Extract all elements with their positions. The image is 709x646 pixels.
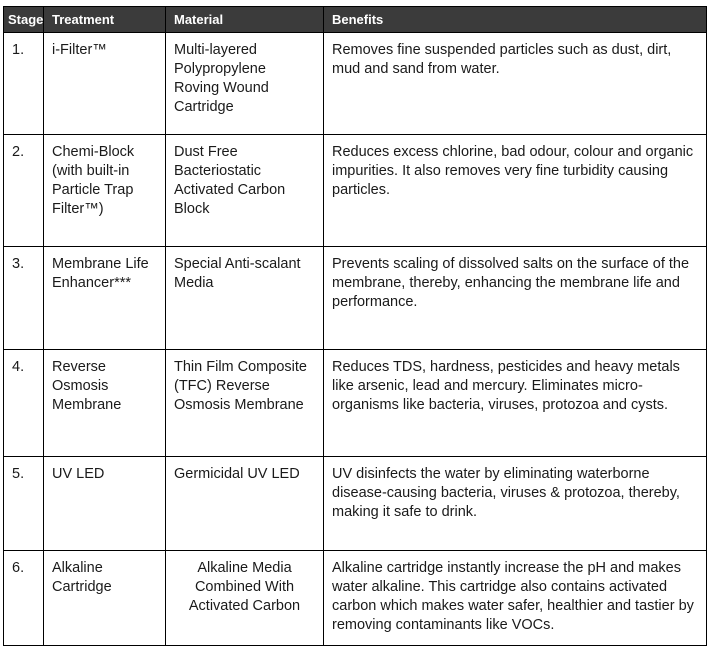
header-treatment: Treatment [44,7,166,33]
cell-treatment: Membrane Life Enhancer*** [44,247,166,350]
cell-material: Multi-layered Polypropylene Roving Wound Cartridge [166,33,324,135]
cell-benefits: Reduces TDS, hardness, pesticides and heavy metals like arsenic, lead and mercury. Eliminates micro-organisms like bacteria, viruses, protozoa and cysts. [324,350,707,457]
water-purifier-stages-table [3,6,707,646]
cell-stage: 1. [4,33,44,135]
header-benefits: Benefits [324,7,707,33]
cell-material: Special Anti-scalant Media [166,247,324,350]
cell-benefits: Prevents scaling of dissolved salts on the surface of the membrane, thereby, enhancing the membrane life and performance. [324,247,707,350]
cell-material: Dust Free Bacteriostatic Activated Carbon Block [166,135,324,247]
cell-stage: 2. [4,135,44,247]
header-row [4,7,707,33]
table-row [4,135,707,247]
table-row [4,247,707,350]
cell-stage: 3. [4,247,44,350]
table-row [4,33,707,135]
table-body [4,33,707,646]
cell-treatment: Alkaline Cartridge [44,551,166,646]
cell-stage: 4. [4,350,44,457]
table-row [4,350,707,457]
table-header [4,7,707,33]
cell-treatment: i-Filter™ [44,33,166,135]
cell-material: Germicidal UV LED [166,457,324,551]
header-material: Material [166,7,324,33]
cell-benefits: Alkaline cartridge instantly increase the pH and makes water alkaline. This cartridge also contains activated carbon which makes water safer, healthier and tastier by removing contaminants like VOCs. [324,551,707,646]
cell-treatment: Reverse Osmosis Membrane [44,350,166,457]
cell-stage: 5. [4,457,44,551]
cell-material: Thin Film Composite (TFC) Reverse Osmosis Membrane [166,350,324,457]
cell-material: Alkaline Media Combined With Activated Carbon [166,551,324,646]
cell-benefits: Removes fine suspended particles such as dust, dirt, mud and sand from water. [324,33,707,135]
table-row [4,551,707,646]
cell-benefits: Reduces excess chlorine, bad odour, colour and organic impurities. It also removes very fine turbidity causing particles. [324,135,707,247]
cell-treatment: Chemi-Block (with built-in Particle Trap Filter™) [44,135,166,247]
cell-treatment: UV LED [44,457,166,551]
cell-benefits: UV disinfects the water by eliminating waterborne disease-causing bacteria, viruses & protozoa, thereby, making it safe to drink. [324,457,707,551]
header-stage: Stage [4,7,44,33]
cell-stage: 6. [4,551,44,646]
table-row [4,457,707,551]
